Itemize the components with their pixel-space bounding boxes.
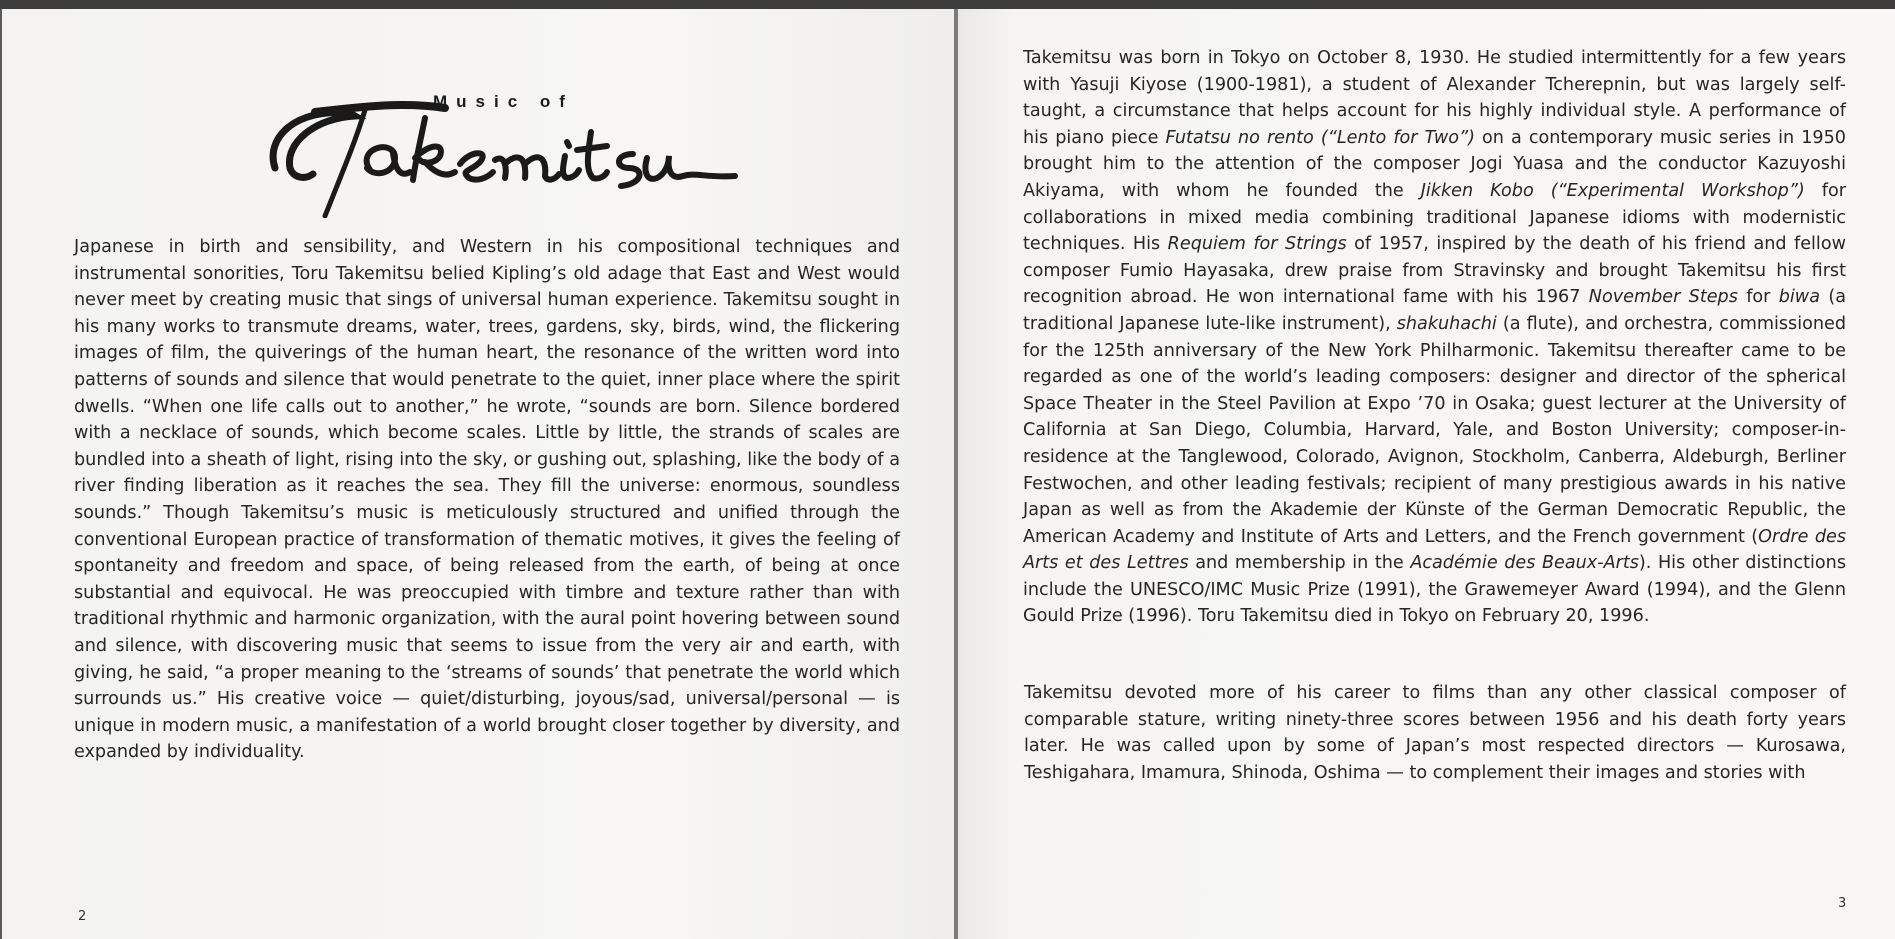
scan-top-edge <box>0 0 1895 9</box>
title-block <box>215 80 755 230</box>
left-body-paragraph: Japanese in birth and sensibility, and Western in his compositional techniques and instrumental sonorities, Toru Takemitsu belied Kipling’s old adage that East and West would never meet by creating music that sings of universal human experience. Takemitsu sought in his many works to transmute dreams, water, trees, gardens, sky, birds, wind, the flickering images of film, the quiverings of the human heart, the resonance of the written word into patterns of sounds and silence that would penetrate to the quiet, inner place where the spirit dwells. “When one life calls out to another,” he wrote, “sounds are born. Silence bordered with a necklace of sounds, which become scales. Little by little, the strands of scales are bundled into a sheath of light, rising into the sky, or gushing out, splashing, like the body of a river finding liberation as it reaches the sea. They fill the universe: enormous, soundless sounds.” Though Takemitsu’s music is meticulously structured and unified through the conventional European practice of transformation of thematic motives, it gives the feeling of spontaneity and freedom and space, of being released from the earth, of being at once substantial and equivocal. He was preoccupied with timbre and texture rather than with traditional rhythmic and harmonic organization, with the aural point hovering between sound and silence, with discovering music that seems to issue from the very air and earth, with giving, he said, “a proper meaning to the ‘streams of sounds’ that penetrate the world which surrounds us.” His creative voice — quiet/disturbing, joyous/sad, universal/personal — is unique in modern music, a manifestation of a world brought closer together by diversity, and expanded by individuality. <box>74 237 900 763</box>
title-takemitsu-calligraphy <box>255 98 755 218</box>
title-music-of: Music of <box>433 92 574 111</box>
page-number-right: 3 <box>1838 896 1847 911</box>
right-body-paragraph-2: Takemitsu devoted more of his career to films than any other classical composer of comparable stature, writing ninety-three scores between 1956 and his death forty years later. He was called upon by some of Japan’s most respected directors — Kurosawa, Teshigahara, Imamura, Shinoda, Oshima — to complement their images and stories with <box>1024 683 1846 783</box>
right-body-paragraph-1: Takemitsu was born in Tokyo on October 8, 1930. He studied intermittently for a few years with Yasuji Kiyose (1900-1981), a student of Alexander Tcherepnin, but was largely self-taught, a circumstance that helps account for his highly individual style. A performance of his piano piece Futatsu no rento (“Lento for Two”) on a contemporary music series in 1950 brought him to the attention of the composer Jogi Yuasa and the conductor Kazuyoshi Akiyama, with whom he founded the Jikken Kobo (“Experimental Workshop”) for collaborations in mixed media combining traditional Japanese idioms with modernistic techniques. His Requiem for Strings of 1957, inspired by the death of his friend and fellow composer Fumio Hayasaka, drew praise from Stravinsky and brought Takemitsu his first recognition abroad. He won international fame with his 1967 November Steps for biwa (a traditional Japanese lute-like instrument), shakuhachi (a flute), and orchestra, commissioned for the 125th anniversary of the New York Philharmonic. Takemitsu thereafter came to be regarded as one of the world’s leading composers: designer and director of the spherical Space Theater in the Steel Pavilion at Expo ’70 in Osaka; guest lecturer at the University of California at San Diego, Columbia, Harvard, Yale, and Boston University; composer-in-residence at the Tanglewood, Colorado, Avignon, Stockholm, Canberra, Aldeburgh, Berliner Festwochen, and other leading festivals; recipient of many prestigious awards in his native Japan as well as from the Akademie der Künste of the German Democratic Republic, the American Academy and Institute of Arts and Letters, and the French government (Ordre des Arts et des Lettres and membership in the Académie des Beaux-Arts). His other distinctions include the UNESCO/IMC Music Prize (1991), the Grawemeyer Award (1994), and the Glenn Gould Prize (1996). Toru Takemitsu died in Tokyo on February 20, 1996. <box>1023 48 1846 627</box>
page-number-left: 2 <box>78 909 87 924</box>
